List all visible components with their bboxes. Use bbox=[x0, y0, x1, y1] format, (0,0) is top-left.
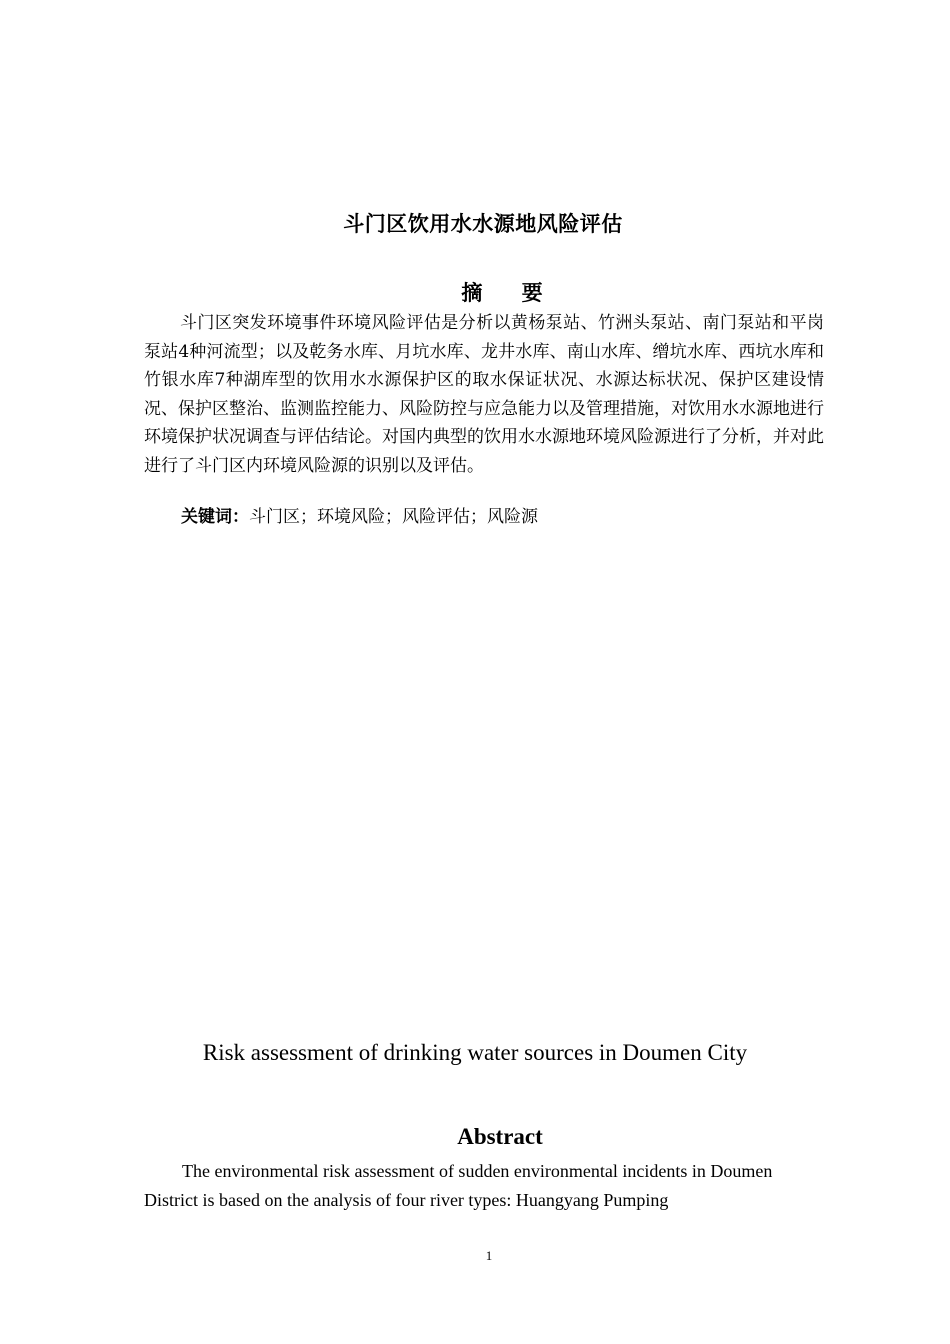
keywords-value: 斗门区；环境风险；风险评估；风险源 bbox=[249, 507, 538, 527]
chinese-abstract-heading: 摘 要 bbox=[461, 281, 559, 305]
chinese-abstract-body: 斗门区突发环境事件环境风险评估是分析以黄杨泵站、竹洲头泵站、南门泵站和平岗泵站4种河流型；以及乾务水库、月坑水库、龙井水库、南山水库、缯坑水库、西坑水库和竹银水库7种湖库型的饮用水水源保护区的取水保证状况、水源达标状况、保护区建设情况、保护区整治、监测监控能力、风险防控与应急能力以及管理措施，对饮用水水源地进行环境保护状况调查与评估结论。对国内典型的饮用水水源地环境风险源进行了分析，并对此进行了斗门区内环境风险源的识别以及评估。 bbox=[144, 313, 824, 476]
chinese-title: 斗门区饮用水水源地风险评估 bbox=[343, 212, 623, 236]
page-number: 1 bbox=[485, 1248, 493, 1263]
chinese-keywords bbox=[181, 503, 538, 531]
english-abstract-body: The environmental risk assessment of sudden environmental incidents in Doumen District is based on the analysis of four river types: Huangyang Pumping bbox=[144, 1161, 773, 1210]
english-abstract-heading: Abstract bbox=[457, 1124, 543, 1149]
english-title: Risk assessment of drinking water sources in Doumen City bbox=[202, 1040, 748, 1065]
keywords-label: 关键词： bbox=[181, 507, 249, 527]
